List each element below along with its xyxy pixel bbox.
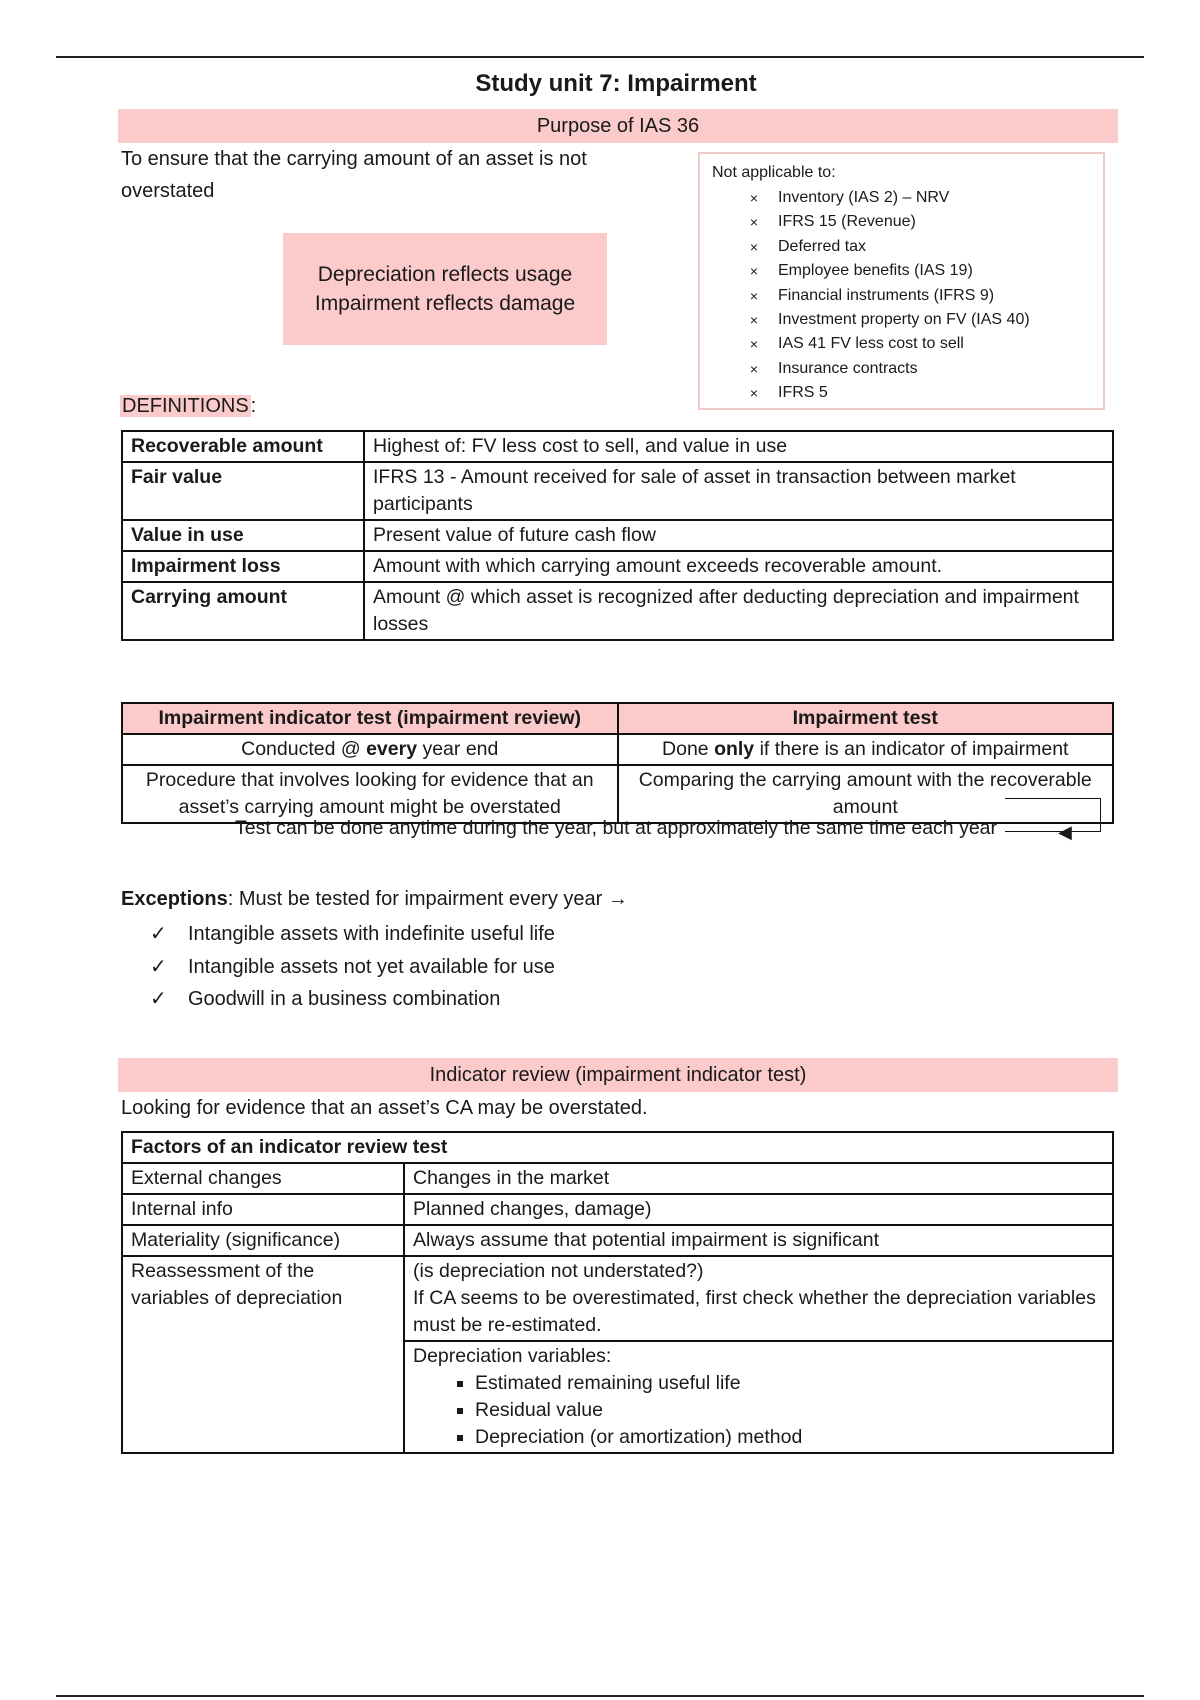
table-row: Impairment loss Amount with which carrying amount exceeds recoverable amount. <box>122 551 1113 582</box>
impairment-tests-table <box>121 702 1114 824</box>
list-item: × Investment property on FV (IAS 40) <box>712 308 1091 332</box>
purpose-text: To ensure that the carrying amount of an asset is not overstated <box>121 148 587 202</box>
list-item: ▪ Depreciation (or amortization) method <box>475 1424 1104 1451</box>
not-applicable-list <box>712 186 1091 406</box>
table-row: Procedure that involves looking for evidence that an asset’s carrying amount might be overstated Comparing the carrying amount with the recoverable amount <box>122 765 1113 823</box>
table-row: Reassessment of the variables of depreciation (is depreciation not understated?) If CA seems to be overestimated, first check whether the depreciation variables must be re-estimated. <box>122 1256 1113 1341</box>
list-item: × IFRS 5 <box>712 381 1091 405</box>
purpose-band: Purpose of IAS 36 <box>118 109 1118 143</box>
list-item: × IAS 41 FV less cost to sell <box>712 332 1091 356</box>
check-icon: ✓ <box>150 988 167 1010</box>
not-applicable-box <box>698 152 1105 410</box>
list-item: ✓ Intangible assets not yet available for use <box>150 951 555 984</box>
table-row: Materiality (significance) Always assume that potential impairment is significant <box>122 1225 1113 1256</box>
cross-icon: × <box>749 385 758 402</box>
top-rule <box>56 56 1144 58</box>
cross-icon: × <box>749 214 758 231</box>
table-row: Recoverable amount Highest of: FV less cost to sell, and value in use <box>122 431 1113 462</box>
list-item: ▪ Estimated remaining useful life <box>475 1370 1104 1397</box>
table-row: Fair value IFRS 13 - Amount received for sale of asset in transaction between market participants <box>122 462 1113 520</box>
table-row: Value in use Present value of future cash flow <box>122 520 1113 551</box>
depreciation-vs-impairment-box: Depreciation reflects usage Impairment reflects damage <box>283 233 607 345</box>
table-row: External changes Changes in the market <box>122 1163 1113 1194</box>
list-item: × Financial instruments (IFRS 9) <box>712 284 1091 308</box>
cross-icon: × <box>749 287 758 304</box>
exceptions-list <box>150 918 555 1016</box>
list-item: ✓ Goodwill in a business combination <box>150 983 555 1016</box>
timing-note: Test can be done anytime during the year, but at approximately the same time each year <box>234 817 997 839</box>
exceptions-heading: Exceptions: Must be tested for impairment every year → <box>121 888 628 910</box>
cross-icon: × <box>749 190 758 206</box>
table-row: Depreciation variables: ▪ Estimated remaining useful life ▪ Residual value ▪ Depreciation (or amortization) method <box>122 1341 1113 1453</box>
list-item: × Deferred tax <box>712 235 1091 259</box>
cross-icon: × <box>749 238 758 255</box>
list-item: × Insurance contracts <box>712 357 1091 381</box>
page-title: Study unit 7: Impairment <box>475 70 757 97</box>
check-icon: ✓ <box>150 955 167 978</box>
not-applicable-title: Not applicable to: <box>712 164 836 181</box>
cross-icon: × <box>749 263 758 280</box>
cross-icon: × <box>749 312 758 329</box>
check-icon: ✓ <box>150 923 167 945</box>
table-row: Carrying amount Amount @ which asset is recognized after deducting depreciation and impairment losses <box>122 582 1113 640</box>
list-item: × IFRS 15 (Revenue) <box>712 210 1091 234</box>
table-row: Factors of an indicator review test <box>122 1132 1113 1163</box>
cross-icon: × <box>749 336 758 353</box>
bottom-rule <box>56 1695 1144 1697</box>
cross-icon: × <box>749 360 758 377</box>
list-item: ✓ Intangible assets with indefinite useful life <box>150 918 555 951</box>
list-item: × Inventory (IAS 2) – NRV <box>712 186 1091 210</box>
definitions-table <box>121 430 1114 641</box>
list-item: ▪ Residual value <box>475 1397 1104 1424</box>
definitions-heading: DEFINITIONS : <box>122 395 257 417</box>
table-row: Impairment indicator test (impairment review) Impairment test <box>122 703 1113 734</box>
indicator-review-intro: Looking for evidence that an asset’s CA may be overstated. <box>121 1097 648 1119</box>
table-row: Conducted @ every year end Done only if there is an indicator of impairment <box>122 734 1113 765</box>
depreciation-variables-list <box>413 1370 1104 1451</box>
list-item: × Employee benefits (IAS 19) <box>712 259 1091 283</box>
indicator-review-band: Indicator review (impairment indicator test) <box>118 1058 1118 1092</box>
arrow-left-icon: ◀ <box>1058 822 1072 842</box>
factors-table <box>121 1131 1114 1454</box>
table-row: Internal info Planned changes, damage) <box>122 1194 1113 1225</box>
